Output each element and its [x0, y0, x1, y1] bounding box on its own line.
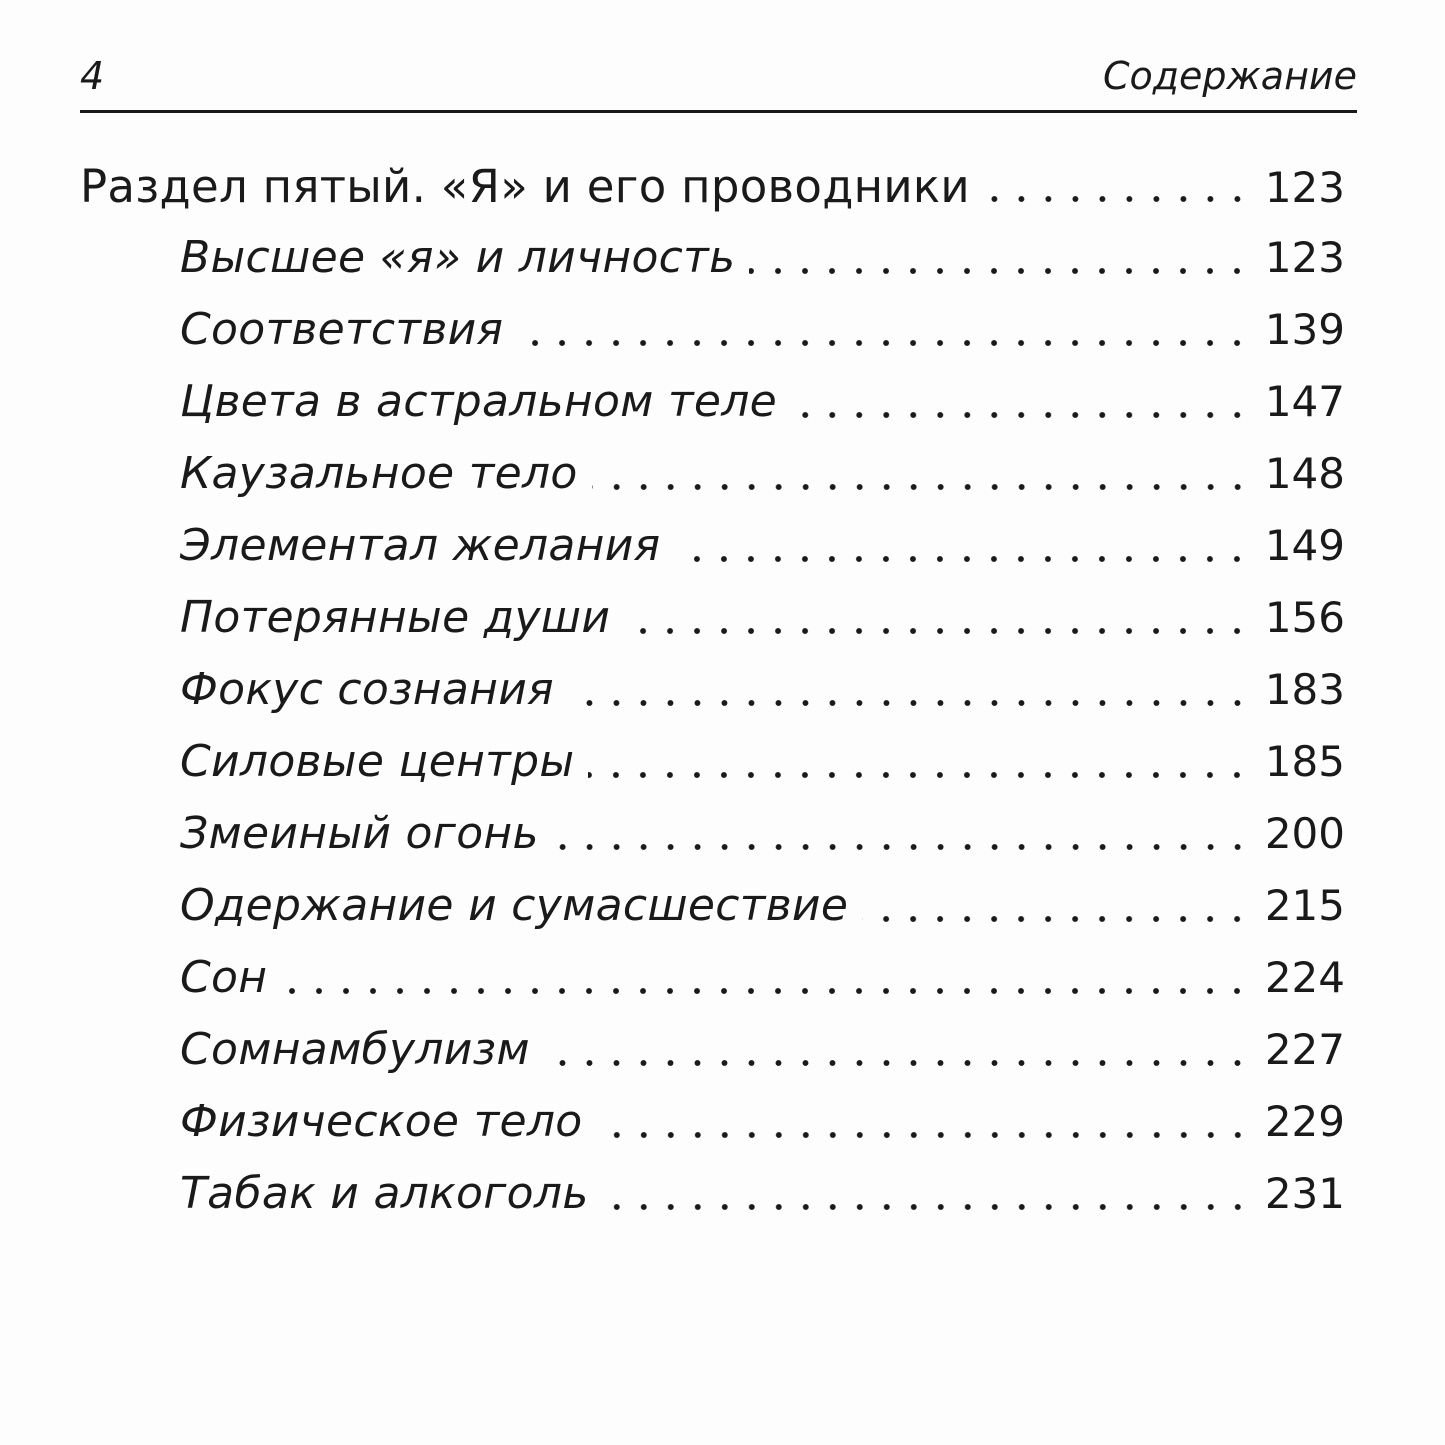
toc-entry	[180, 592, 1345, 648]
toc-entry	[180, 736, 1345, 792]
toc-entry-title: Змеиный огонь	[180, 808, 539, 859]
toc-entry-title: Сомнамбулизм	[180, 1024, 530, 1075]
toc-entry	[180, 304, 1345, 360]
toc-entry-title: Фокус сознания	[180, 664, 554, 715]
toc-entry-title: Соответствия	[180, 304, 504, 355]
toc-entry-page: 224	[1264, 953, 1345, 1002]
toc-entry-page: 139	[1264, 305, 1345, 354]
toc-section-title: Раздел пятый. «Я» и его проводники	[80, 160, 970, 213]
toc-entry	[180, 448, 1345, 504]
dot-leader	[603, 1202, 1251, 1212]
toc-entry-title: Табак и алкоголь	[180, 1168, 589, 1219]
toc-section-row	[80, 160, 1345, 216]
toc-entry-page: 200	[1264, 809, 1345, 858]
toc-entry-page: 227	[1264, 1025, 1345, 1074]
toc-entry-title: Одержание и сумасшествие	[180, 880, 849, 931]
dot-leader	[517, 338, 1251, 348]
dot-leader	[544, 1058, 1251, 1068]
dot-leader	[597, 1130, 1251, 1140]
dot-leader	[674, 554, 1250, 564]
toc-entry-page: 149	[1264, 521, 1345, 570]
toc-entry	[180, 664, 1345, 720]
dot-leader	[281, 986, 1251, 996]
toc-entry-title: Высшее «я» и личность	[180, 232, 736, 283]
page-number: 4	[80, 54, 105, 98]
toc-entry-page: 231	[1264, 1169, 1345, 1218]
toc-entry-page: 147	[1264, 377, 1345, 426]
toc-entry-title: Сон	[180, 952, 268, 1003]
toc-entry	[180, 1024, 1345, 1080]
dot-leader	[984, 194, 1251, 204]
toc-entry-page: 148	[1264, 449, 1345, 498]
dot-leader	[592, 482, 1251, 492]
dot-leader	[749, 266, 1251, 276]
toc-entry	[180, 952, 1345, 1008]
toc-entry	[180, 376, 1345, 432]
toc-entry-title: Силовые центры	[180, 736, 575, 787]
toc-entry-page: 229	[1264, 1097, 1345, 1146]
dot-leader	[862, 914, 1251, 924]
toc-entry-page: 215	[1264, 881, 1345, 930]
toc-entry-title: Элементал желания	[180, 520, 661, 571]
dot-leader	[588, 770, 1250, 780]
dot-leader	[624, 626, 1251, 636]
toc-entry-title: Цвета в астральном теле	[180, 376, 778, 427]
toc-entry	[180, 1168, 1345, 1224]
dot-leader	[553, 842, 1251, 852]
toc-entry-title: Потерянные души	[180, 592, 611, 643]
toc-entry-page: 123	[1264, 233, 1345, 282]
toc-section-page: 123	[1264, 163, 1345, 212]
toc-entry-title: Каузальное тело	[180, 448, 578, 499]
toc-entry-page: 183	[1264, 665, 1345, 714]
toc-entry	[180, 232, 1345, 288]
toc-entry-page: 156	[1264, 593, 1345, 642]
toc-entry-title: Физическое тело	[180, 1096, 583, 1147]
toc-entry	[180, 1096, 1345, 1152]
toc-entry	[180, 880, 1345, 936]
running-title: Содержание	[1103, 54, 1357, 98]
toc-entry	[180, 808, 1345, 864]
dot-leader	[791, 410, 1251, 420]
dot-leader	[568, 698, 1251, 708]
toc-entry-page: 185	[1264, 737, 1345, 786]
toc-entry	[180, 520, 1345, 576]
